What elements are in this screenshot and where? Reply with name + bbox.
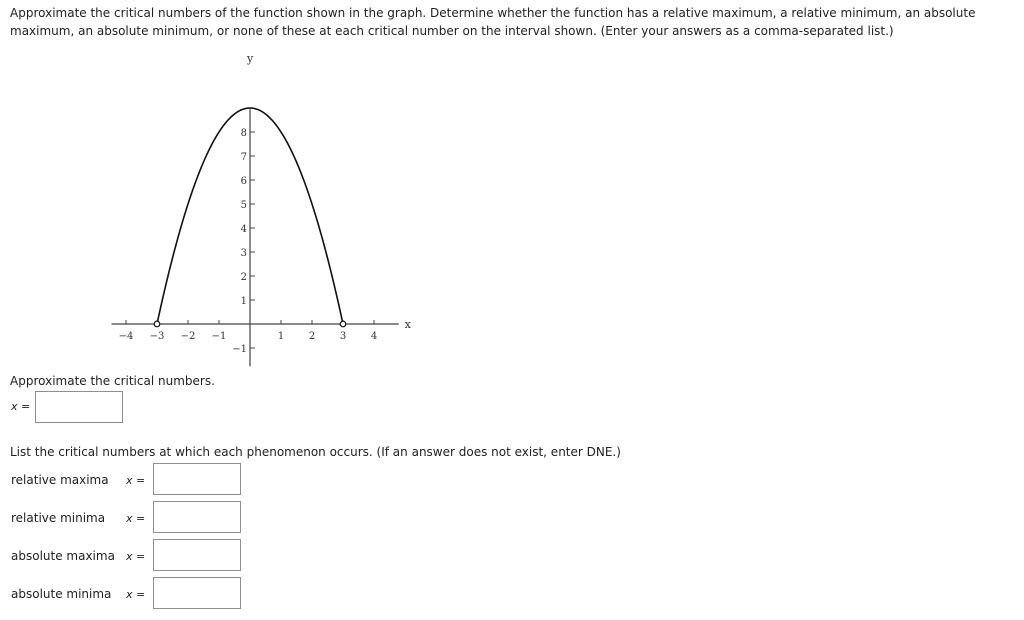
x-tick-label: 3 bbox=[339, 331, 347, 342]
critical-numbers-label: Approximate the critical numbers. bbox=[10, 374, 215, 388]
absolute-maxima-label: absolute maxima bbox=[11, 549, 115, 563]
relative-maxima-input[interactable] bbox=[153, 463, 241, 495]
x-tick-label: 2 bbox=[308, 331, 316, 342]
absolute-minima-input[interactable] bbox=[153, 577, 241, 609]
y-tick-label: 1 bbox=[240, 296, 247, 307]
relative-maxima-x-label: x = bbox=[126, 474, 146, 487]
relative-maxima-label: relative maxima bbox=[11, 473, 109, 487]
relative-minima-x-label: x = bbox=[126, 512, 146, 525]
absolute-minima-label: absolute minima bbox=[11, 587, 112, 601]
y-tick-label: 4 bbox=[240, 224, 247, 235]
x-tick-label: 4 bbox=[370, 331, 378, 342]
x-tick-label: −4 bbox=[118, 331, 134, 342]
y-tick-label: 5 bbox=[240, 200, 247, 211]
y-tick-label: 3 bbox=[240, 248, 247, 259]
absolute-minima-x-label: x = bbox=[126, 588, 146, 601]
y-tick-label: 8 bbox=[240, 128, 247, 139]
relative-minima-input[interactable] bbox=[153, 501, 241, 533]
y-tick-label: 7 bbox=[240, 152, 247, 163]
y-axis-label: y bbox=[247, 52, 254, 65]
x-tick-label: −2 bbox=[180, 331, 196, 342]
y-tick-label: −1 bbox=[232, 344, 247, 355]
question-prompt: Approximate the critical numbers of the function shown in the graph. Determine whether the function has a relative maximum, a relative minimum, an absolute maximum, an absolute minimum, or none of these at each critical number on the interval shown. (Enter your answers as a comma-separated list.) bbox=[10, 6, 976, 38]
y-tick-label: 2 bbox=[240, 272, 247, 283]
phenomena-instruction: List the critical numbers at which each phenomenon occurs. (If an answer does not exist, enter DNE.) bbox=[10, 445, 621, 459]
open-endpoint bbox=[340, 321, 346, 327]
x-tick-label: −3 bbox=[149, 331, 165, 342]
x-tick-label: 1 bbox=[277, 331, 285, 342]
critical-numbers-input[interactable] bbox=[35, 391, 123, 423]
absolute-maxima-x-label: x = bbox=[126, 550, 146, 563]
critical-numbers-x-label: x = bbox=[11, 400, 31, 413]
function-graph bbox=[95, 48, 425, 370]
absolute-maxima-input[interactable] bbox=[153, 539, 241, 571]
x-axis-label: x bbox=[404, 318, 412, 331]
open-endpoint bbox=[154, 321, 160, 327]
relative-minima-label: relative minima bbox=[11, 511, 106, 525]
y-tick-label: 6 bbox=[240, 176, 247, 187]
x-tick-label: −1 bbox=[211, 331, 227, 342]
